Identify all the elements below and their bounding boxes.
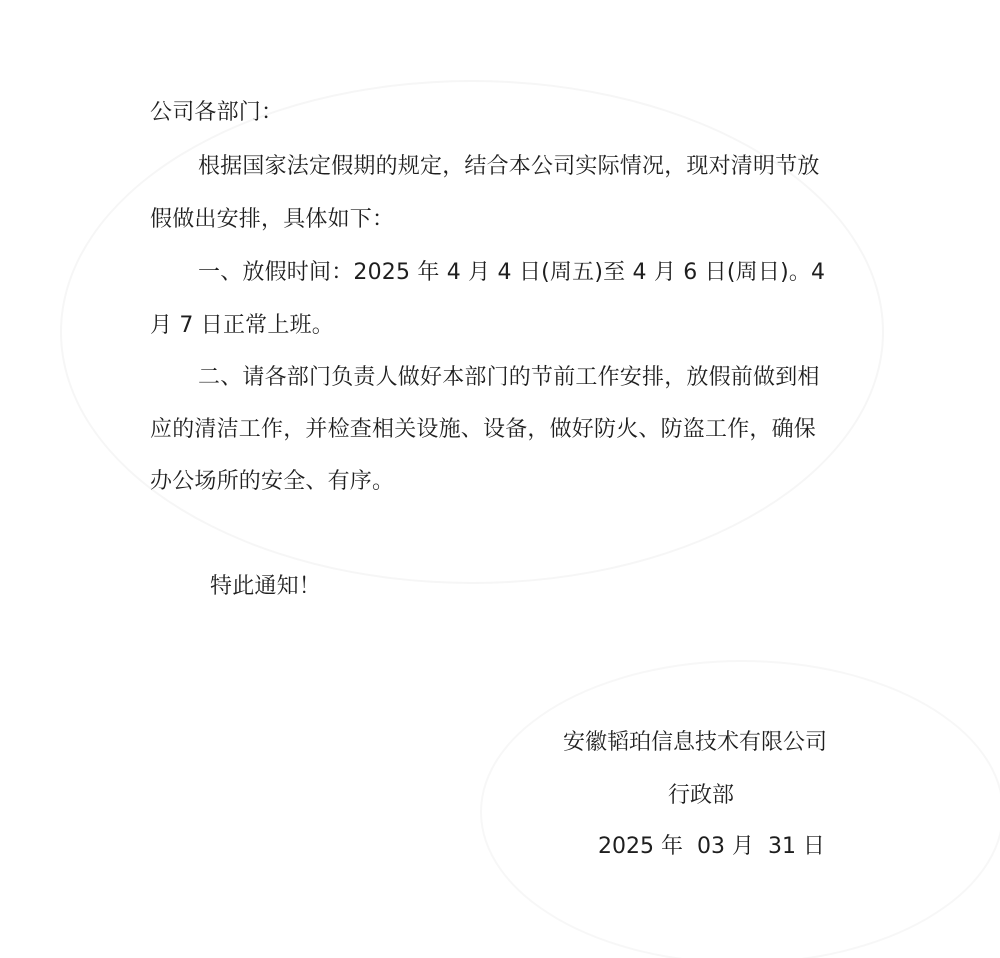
watermark-circle xyxy=(480,660,1000,958)
item1-line-2: 月 7 日正常上班。 xyxy=(150,313,334,338)
signature-department: 行政部 xyxy=(668,783,735,808)
closing-text: 特此通知！ xyxy=(210,574,322,599)
item2-line-1: 二、请各部门负责人做好本部门的节前工作安排，放假前做到相 xyxy=(198,365,820,390)
salutation: 公司各部门： xyxy=(150,100,284,125)
intro-line-1: 根据国家法定假期的规定，结合本公司实际情况，现对清明节放 xyxy=(198,154,820,179)
signature-date: 2025 年 03 月 31 日 xyxy=(598,834,825,859)
item1-line-1: 一、放假时间：2025 年 4 月 4 日(周五)至 4 月 6 日(周日)。4 xyxy=(198,260,826,285)
item2-line-2: 应的清洁工作，并检查相关设施、设备，做好防火、防盗工作，确保 xyxy=(150,417,817,442)
item2-line-3: 办公场所的安全、有序。 xyxy=(150,469,395,494)
signature-company: 安徽韬珀信息技术有限公司 xyxy=(563,730,828,755)
intro-line-2: 假做出安排，具体如下： xyxy=(150,207,395,232)
